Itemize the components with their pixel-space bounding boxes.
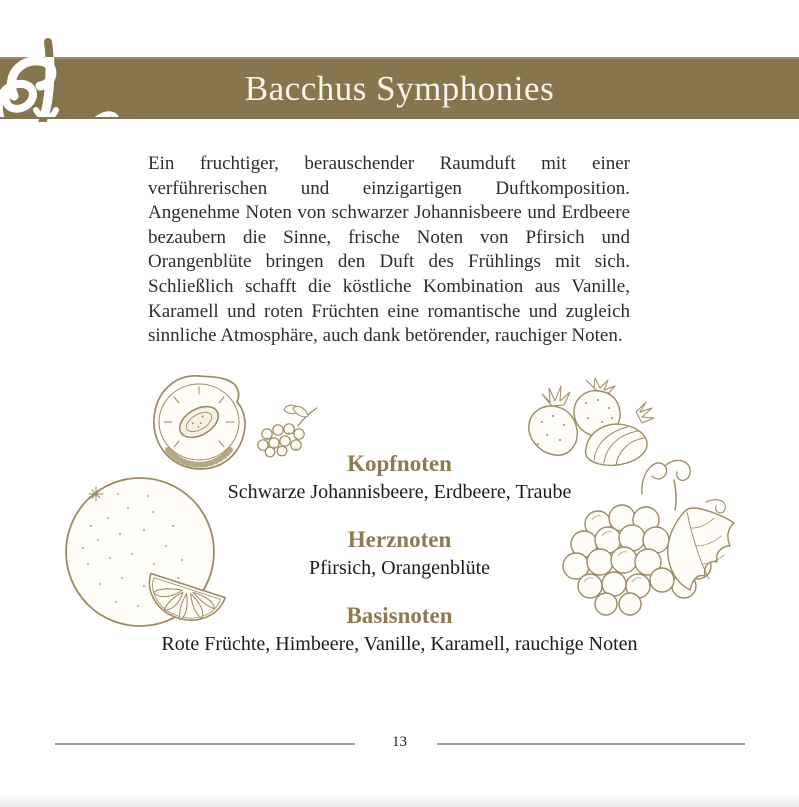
page-number: 13	[392, 734, 407, 750]
fragrance-notes	[0, 451, 799, 679]
footer-rule-right	[437, 743, 745, 745]
bottom-edge-strip	[0, 792, 799, 807]
kopfnoten-notes: Schwarze Johannisbeere, Erdbeere, Traube	[227, 481, 572, 503]
herznoten-notes: Pfirsich, Orangenblüte	[308, 557, 491, 579]
basisnoten-heading: Basisnoten	[346, 603, 453, 628]
currant-illustration-icon	[255, 400, 321, 458]
flourish-ornament-icon	[0, 36, 136, 122]
notes-section-basisnoten	[0, 603, 799, 656]
notes-section-herznoten	[0, 527, 799, 580]
notes-section-kopfnoten	[0, 451, 799, 504]
herznoten-heading: Herznoten	[347, 527, 452, 552]
basisnoten-notes: Rote Früchte, Himbeere, Vanille, Karamell, rauchige Noten	[161, 633, 638, 655]
description-paragraph: Ein fruchtiger, berauschender Raumduft mit einer verführerischen und einzigartigen Duftkomposition. Angenehme Noten von schwarzer Johannisbeere und Erdbeere bezaubern die Sinne, frische Noten von Pfirsich und Orangenblüte bringen den Duft des Frühlings mit sich. Schließlich schafft die köstliche Kombination aus Vanille, Karamell und roten Früchten eine romantische und zugleich sinnliche Atmosphäre, auch dank betörender, rauchiger Noten.	[148, 153, 630, 347]
page-title: Bacchus Symphonies	[244, 69, 555, 108]
kopfnoten-heading: Kopfnoten	[347, 451, 452, 476]
